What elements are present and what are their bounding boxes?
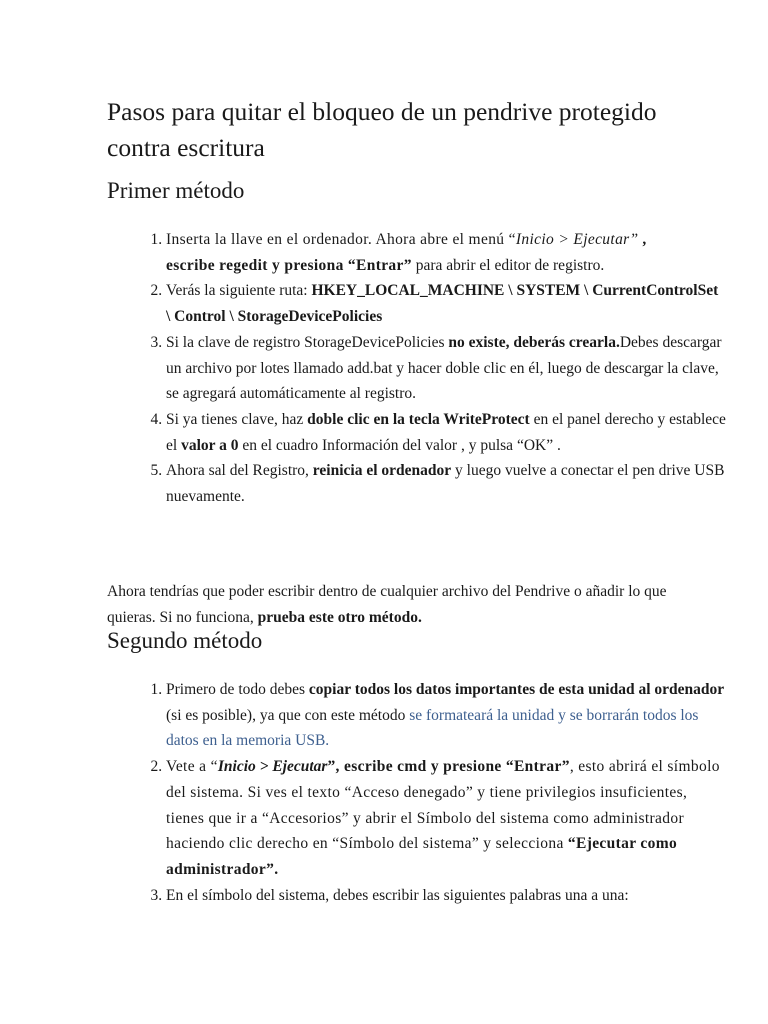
page-title: Pasos para quitar el bloqueo de un pendrive protegido contra escritura — [107, 97, 657, 162]
method-1-step-2 — [166, 278, 726, 329]
step-text: y luego vuelve a conectar el pen drive USB nuevamente. — [166, 462, 725, 506]
step-bold-text: copiar todos los datos importantes de esta unidad al ordenador — [308, 681, 725, 698]
step-italic-text: Inicio > Ejecutar” — [515, 231, 639, 248]
step-bold-text: valor a 0 — [181, 436, 239, 454]
step-text: Ahora sal del Registro, — [166, 462, 313, 480]
method-2-step-3 — [166, 883, 726, 909]
step-bold-text: , — [638, 231, 647, 248]
step-text: (si es posible), ya que con este método — [166, 706, 410, 724]
registry-path: HKEY_LOCAL_MACHINE \ SYSTEM \ CurrentControlSet \ Control \ StorageDevicePolicies — [166, 282, 719, 326]
format-warning-link[interactable]: se formateará la unidad y se borrarán todos los datos en la memoria USB. — [166, 706, 699, 750]
method-2-steps — [107, 677, 726, 908]
step-bold-text: ”, escribe cmd y presione “Entrar” — [327, 758, 570, 776]
method-2-heading: Segundo método — [107, 628, 263, 653]
method-1-conclusion — [107, 579, 707, 631]
step-text: Verás la siguiente ruta: — [166, 282, 312, 300]
conclusion-text: Ahora tendrías que poder escribir dentro de cualquier archivo del Pendrive o añadir lo que quieras. Si no funciona, — [107, 583, 667, 626]
step-text: en el panel derecho y establece el — [166, 410, 726, 454]
conclusion-bold-text: prueba este otro método. — [257, 609, 422, 626]
step-text: en el cuadro Información del valor , y pulsa “OK” . — [238, 436, 561, 454]
step-text: En el símbolo del sistema, debes escribir las siguientes palabras una a una: — [166, 886, 629, 904]
step-text: Debes descargar un archivo por lotes llamado add.bat y hacer doble clic en él, luego de descargar la clave, se agregará automáticamente al registro. — [166, 333, 722, 403]
step-text: Si la clave de registro StorageDevicePolicies — [166, 333, 449, 351]
method-1-step-4 — [166, 407, 726, 458]
method-2-step-1 — [166, 677, 726, 754]
method-1-step-5 — [166, 458, 726, 509]
step-bold-text: reinicia el ordenador — [312, 462, 452, 480]
step-text: Si ya tienes clave, haz — [166, 410, 308, 428]
step-bold-text: no existe, deberás crearla. — [448, 333, 620, 351]
step-bold-text: doble clic en la tecla WriteProtect — [307, 410, 530, 428]
step-text: , esto abrirá el símbolo del sistema. Si ves el texto “Acceso denegado” y tiene privilegios insuficientes, tienes que ir a “Accesorios” y abrir el Símbolo del sistema como administrador haciendo clic derecho en “Símbolo del sistema” y selecciona — [166, 758, 720, 853]
step-bold-text: escribe regedit y presiona “Entrar” — [166, 256, 412, 274]
method-2-step-2 — [166, 754, 726, 883]
method-1-step-1 — [166, 227, 726, 278]
method-1-step-3 — [166, 330, 726, 407]
step-text: Vete a “ — [166, 758, 218, 776]
step-text: Inserta la llave en el ordenador. Ahora abre el menú “ — [166, 231, 516, 248]
step-bold-italic-text: Inicio > Ejecutar — [217, 758, 328, 776]
step-text: para abrir el editor de registro. — [411, 256, 605, 274]
step-bold-text: “Ejecutar como administrador”. — [166, 835, 678, 878]
method-1-steps — [107, 227, 726, 510]
step-text: Primero de todo debes — [166, 681, 309, 698]
method-1-heading: Primer método — [107, 178, 245, 203]
